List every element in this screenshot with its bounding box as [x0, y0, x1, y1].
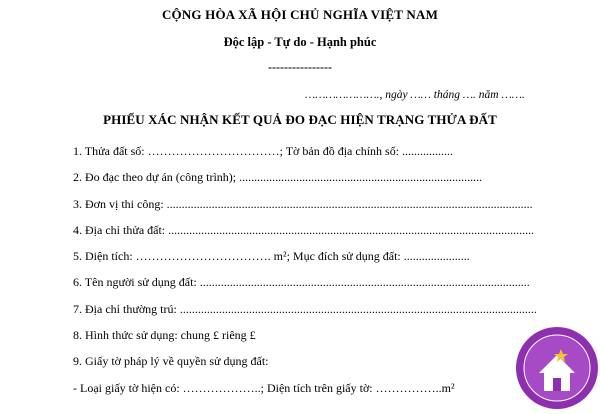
field-legal-documents: 9. Giấy tờ pháp lý về quyền sử dụng đất:: [73, 354, 269, 368]
motto: Độc lập - Tự do - Hạnh phúc: [223, 35, 377, 49]
field-area-purpose: 5. Diện tích: ……………………………. m²; Mục đích sử dụng đất: ......................: [73, 249, 470, 263]
building-permit-logo: [516, 327, 598, 409]
field-contractor: 3. Đơn vị thi công: ..........................................................................................................................: [73, 197, 533, 211]
house-icon: [516, 327, 598, 409]
header-separator: ----------------: [268, 60, 332, 74]
field-parcel-address: 4. Địa chỉ thửa đất: ..........................................................................................................................: [73, 223, 535, 237]
field-parcel-number: 1. Thửa đất số: ……………………………; Tờ bản đồ địa chính số: .................: [73, 144, 454, 158]
form-title: PHIẾU XÁC NHẬN KẾT QUẢ ĐO ĐẠC HIỆN TRẠNG THỬA ĐẤT: [103, 112, 497, 127]
field-document-type: - Loại giấy tờ hiện có: ………………..; Diện tích trên giấy tờ: ……………..m²: [73, 381, 455, 395]
field-permanent-address: 7. Địa chỉ thường trú: .......................................................................................................................: [73, 302, 537, 316]
country-name: CỘNG HÒA XÃ HỘI CHỦ NGHĨA VIỆT NAM: [161, 7, 439, 22]
date-line: …………………., ngày …… tháng …. năm …….: [305, 89, 525, 101]
field-usage-form: 8. Hình thức sử dụng: chung £ riêng £: [73, 328, 256, 342]
field-survey-project: 2. Đo đạc theo dự án (công trình); .................................................................................: [73, 170, 483, 184]
field-land-user: 6. Tên người sử dụng đất: ..............................................................................................................: [73, 275, 530, 289]
